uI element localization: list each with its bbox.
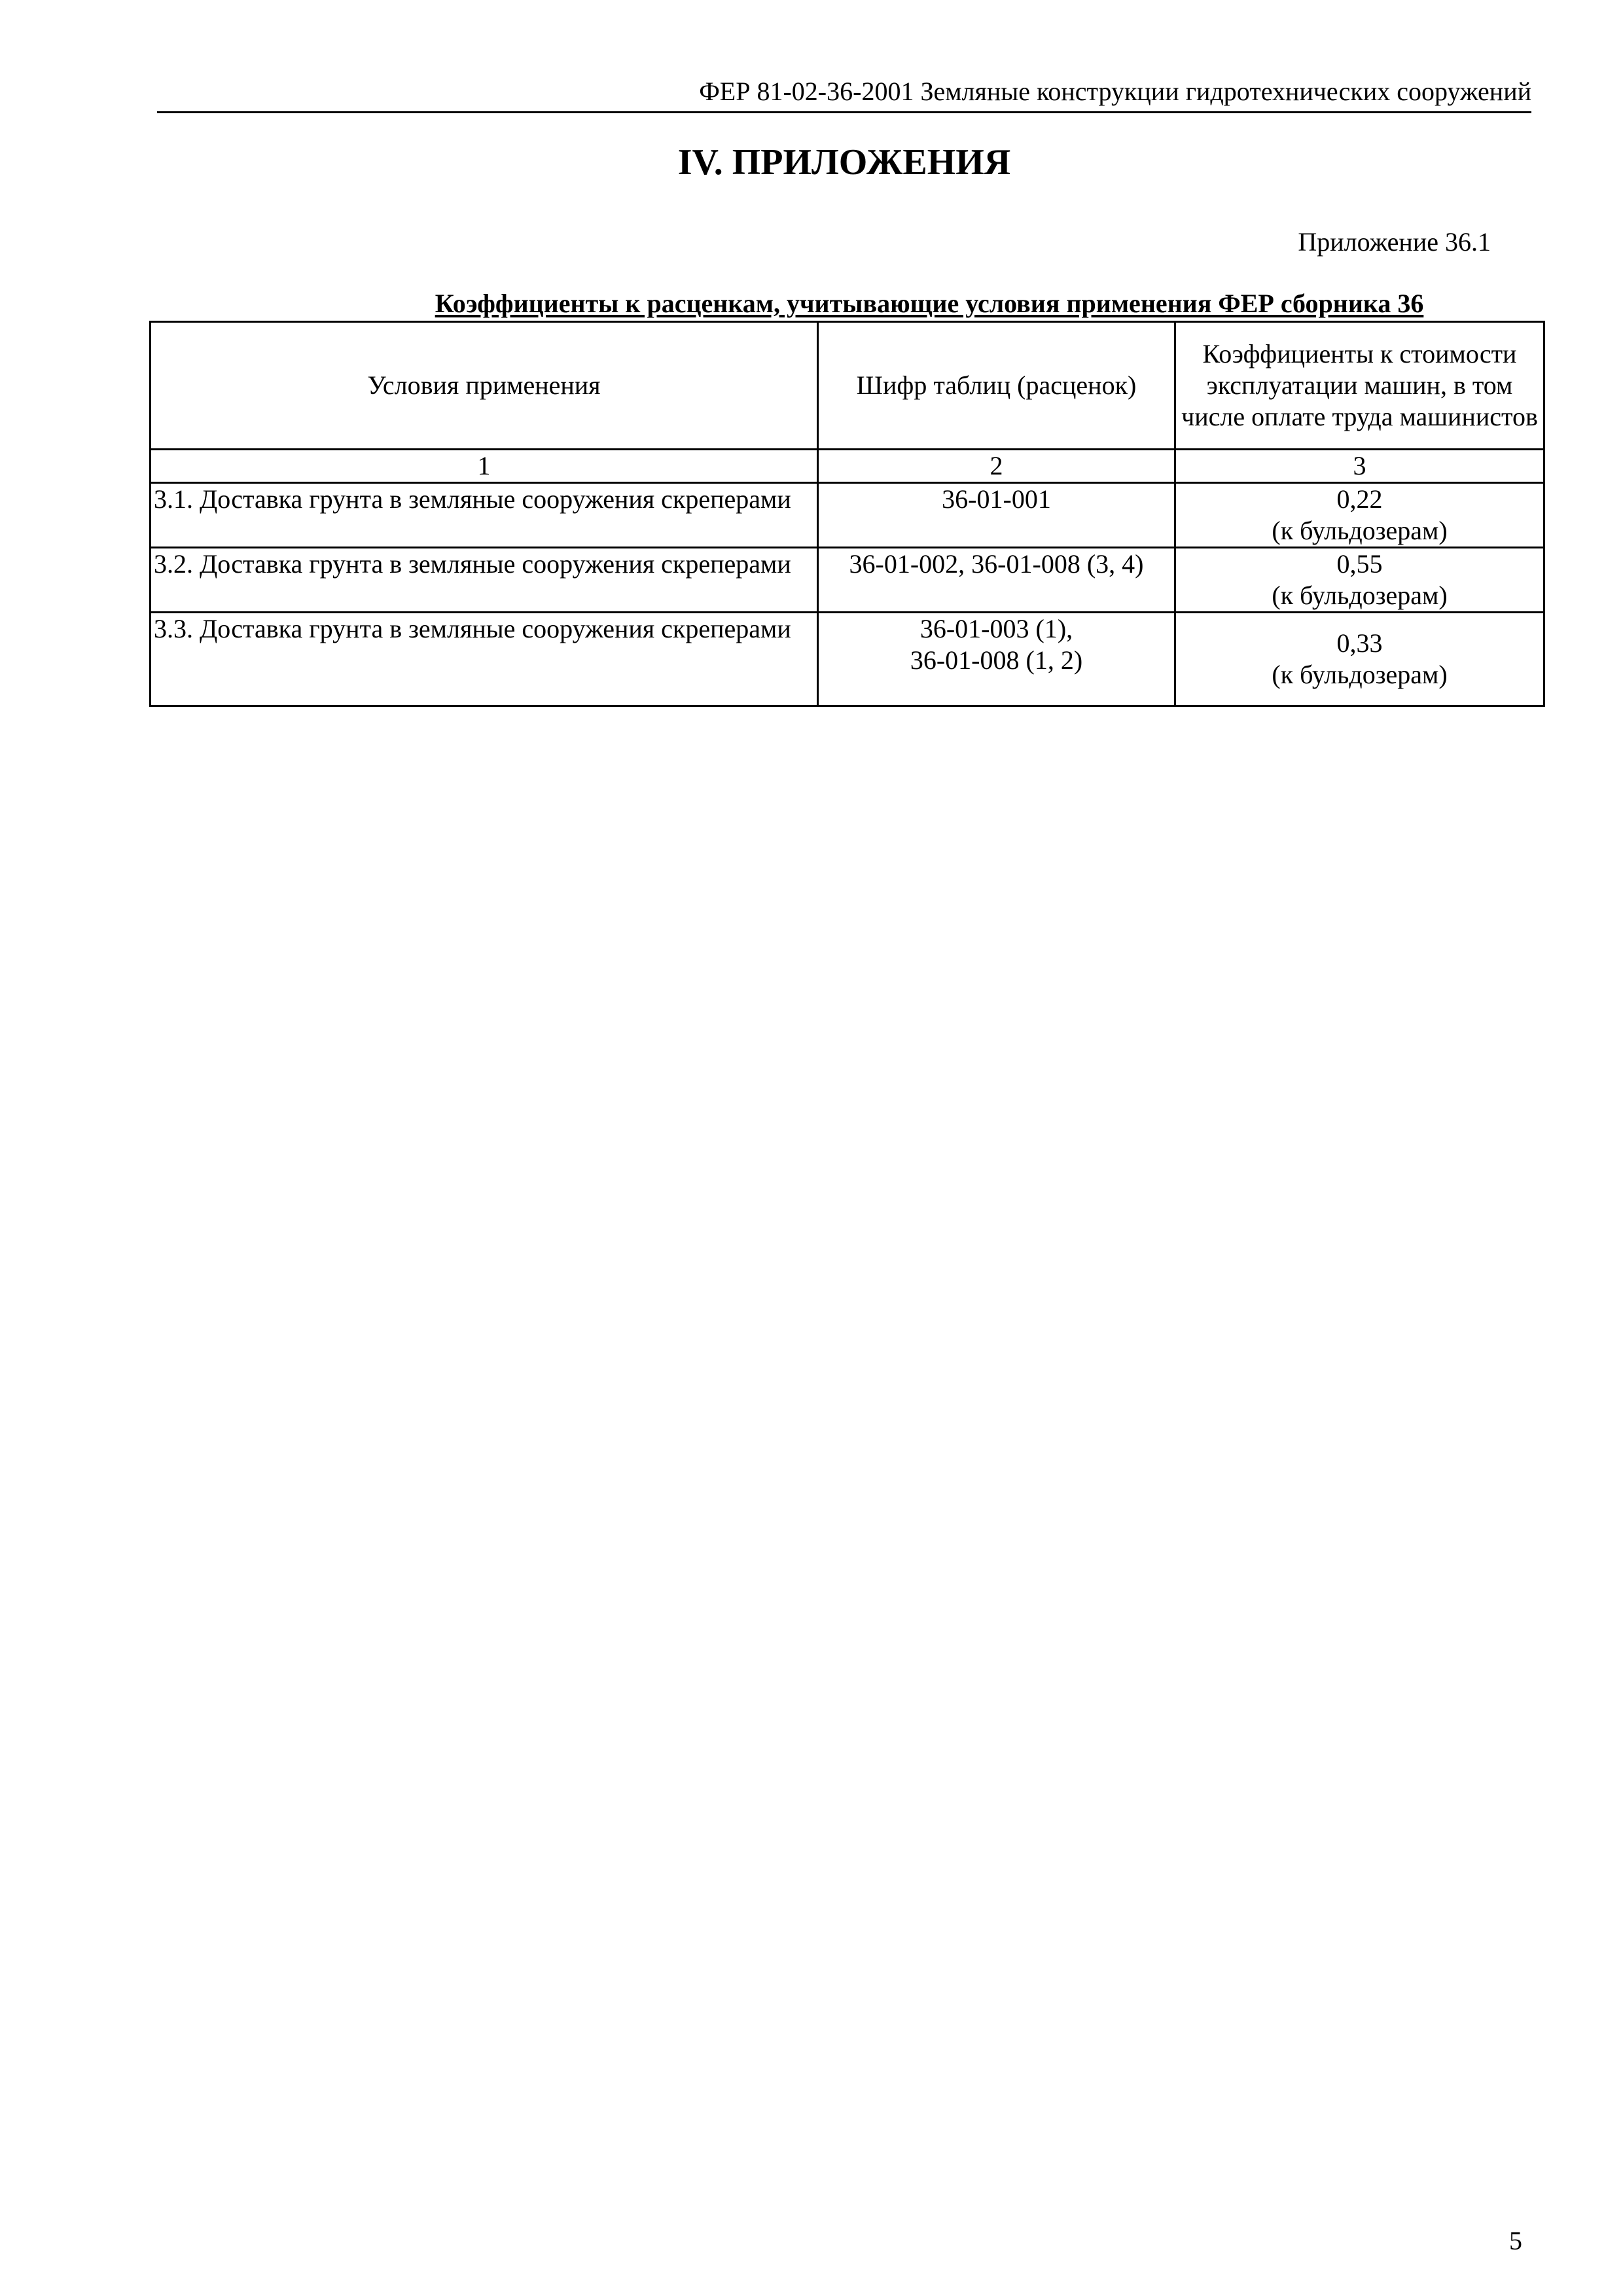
code-line: 36-01-002, 36-01-008 (3, 4) bbox=[849, 549, 1144, 579]
coefficients-table bbox=[149, 321, 1545, 707]
coefficient-note: (к бульдозерам) bbox=[1272, 581, 1448, 610]
column-number: 1 bbox=[151, 450, 818, 483]
running-header: ФЕР 81-02-36-2001 Земляные конструкции гидротехнических сооружений bbox=[157, 73, 1531, 113]
header-conditions: Условия применения bbox=[151, 322, 818, 450]
coefficient-cell bbox=[1175, 483, 1544, 548]
coefficient-value: 0,33 bbox=[1336, 628, 1383, 658]
table-row bbox=[151, 548, 1544, 613]
column-number-row bbox=[151, 450, 1544, 483]
table-row bbox=[151, 613, 1544, 706]
coefficient-value: 0,55 bbox=[1336, 549, 1383, 579]
code-line: 36-01-003 (1), bbox=[919, 614, 1073, 643]
code-cell bbox=[818, 613, 1175, 706]
code-cell bbox=[818, 483, 1175, 548]
appendix-label: Приложение 36.1 bbox=[1298, 227, 1491, 257]
table-header-row bbox=[151, 322, 1544, 450]
table-row bbox=[151, 483, 1544, 548]
condition-cell: 3.2. Доставка грунта в земляные сооружения скреперами bbox=[151, 548, 818, 613]
condition-cell: 3.1. Доставка грунта в земляные сооружения скреперами bbox=[151, 483, 818, 548]
condition-cell: 3.3. Доставка грунта в земляные сооружения скреперами bbox=[151, 613, 818, 706]
coefficient-note: (к бульдозерам) bbox=[1272, 516, 1448, 545]
coefficient-cell bbox=[1175, 548, 1544, 613]
code-line: 36-01-001 bbox=[942, 484, 1051, 514]
code-cell bbox=[818, 548, 1175, 613]
coefficient-note: (к бульдозерам) bbox=[1272, 660, 1448, 689]
header-code: Шифр таблиц (расценок) bbox=[818, 322, 1175, 450]
header-coefficients: Коэффициенты к стоимости эксплуатации машин, в том числе оплате труда машинистов bbox=[1175, 322, 1544, 450]
coefficient-value: 0,22 bbox=[1336, 484, 1383, 514]
code-line: 36-01-008 (1, 2) bbox=[910, 645, 1083, 675]
section-title: IV. ПРИЛОЖЕНИЯ bbox=[677, 142, 1011, 183]
page-number: 5 bbox=[1509, 2226, 1522, 2255]
coefficient-cell bbox=[1175, 613, 1544, 706]
column-number: 3 bbox=[1175, 450, 1544, 483]
column-number: 2 bbox=[818, 450, 1175, 483]
table-caption: Коэффициенты к расценкам, учитывающие условия применения ФЕР сборника 36 bbox=[435, 289, 1424, 318]
